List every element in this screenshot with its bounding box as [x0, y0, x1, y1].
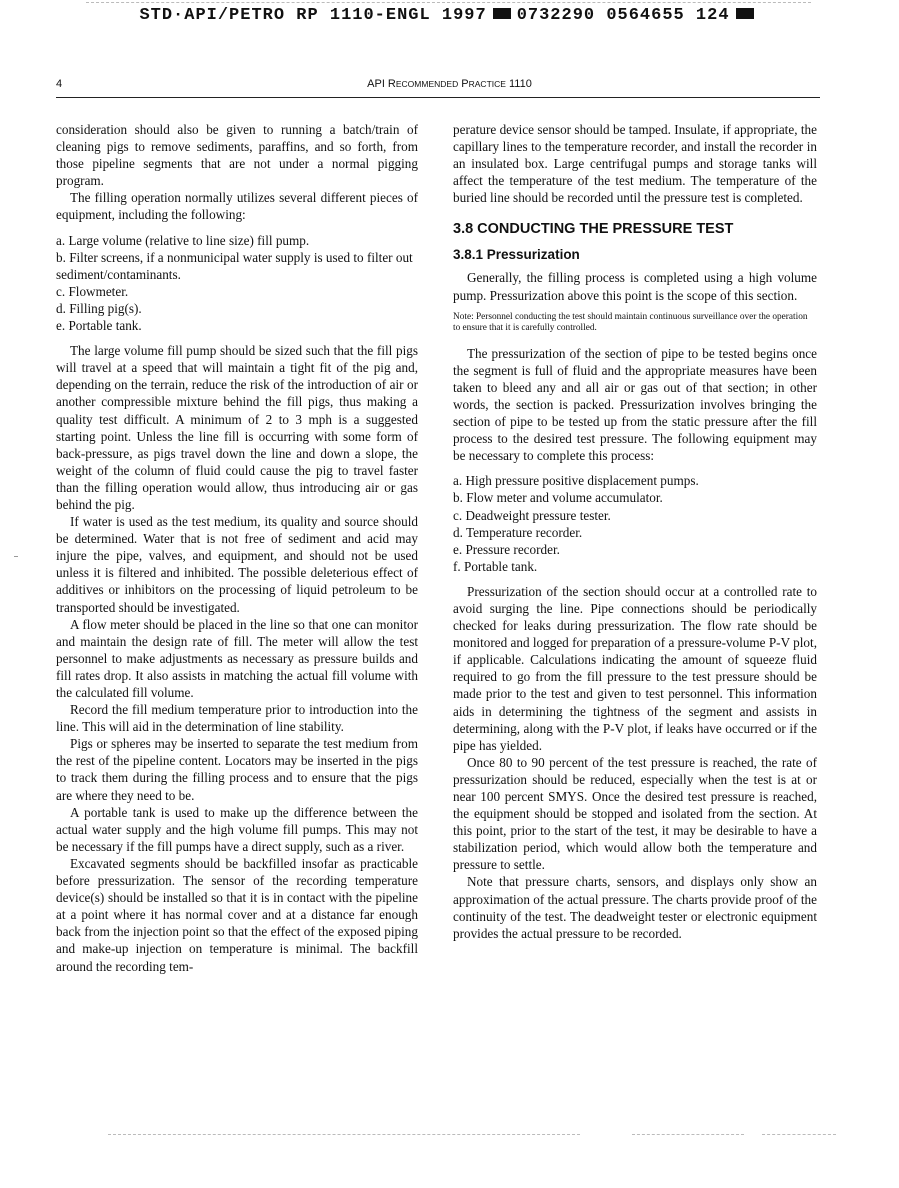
- paragraph: consideration should also be given to running a batch/train of cleaning pigs to remove sediments, paraffins, and so forth, from those pipeline segments that are not under a normal pigging program.: [56, 122, 418, 189]
- paragraph: The large volume fill pump should be sized such that the fill pigs will travel at a speed that will maintain a tight fit of the pig and, depending on the terrain, reduce the risk of the introduction of air or another compressible mixture behind the fill pigs, thus making a quality test difficult. A minimum of 2 to 3 mph is a suggested starting point. Unless the line fill is occurring with some form of back-pressure, as pigs travel down the line and down a slope, the weight of the column of fluid could cause the pig to travel faster than the filling operation would allow, thus introducing air or gas behind the pig.: [56, 343, 418, 512]
- document-serial: 0732290 0564655 124: [516, 6, 730, 25]
- section-heading: 3.8 CONDUCTING THE PRESSURE TEST: [453, 221, 734, 238]
- paragraph: Pigs or spheres may be inserted to separate the test medium from the rest of the pipeline content. Locators may be inserted in the pigs to track them during the filling process and to ensure that the pigs are where they need to be.: [56, 736, 418, 803]
- paragraph: Excavated segments should be backfilled insofar as practicable before pressurization. The sensor of the recording temperature device(s) should be installed so that it is in contact with the pipeline at a point where it has normal cover and at a distance far enough back from the injection point so that the effect of the exposed piping and make-up injection on temperature is minimal. The backfill around the recording tem-: [56, 855, 418, 974]
- list-item: b. Filter screens, if a nonmunicipal water supply is used to filter out sediment/contaminants.: [56, 249, 413, 282]
- paragraph: Once 80 to 90 percent of the test pressure is reached, the rate of pressurization should be reduced, especially when the test is at or near 100 percent SMYS. Once the desired test pressure is reached, the equipment should be stopped and isolated from the section. At this point, prior to the start of the test, it may be desirable to have a stabilization period, which would allow both the temperature and pressure to settle.: [453, 754, 817, 873]
- paragraph: The pressurization of the section of pipe to be tested begins once the segment is full of fluid and the appropriate measures have been taken to bleed any and all air or gas out of that section; in other words, the section is packed. Pressurization involves bringing the section of pipe to be tested up from the static pressure after the fill process to the desired test pressure. The following equipment may be necessary to complete this process:: [453, 345, 817, 464]
- note: Note: Personnel conducting the test should maintain continuous surveillance over the operation to ensure that it is carefully controlled.: [453, 311, 808, 334]
- paragraph: Generally, the filling process is completed using a high volume pump. Pressurization above this point is the scope of this section.: [453, 270, 817, 303]
- black-block-icon: [493, 8, 511, 19]
- list-item: c. Flowmeter.: [56, 283, 129, 299]
- paragraph: Pressurization of the section should occur at a controlled rate to avoid surging the line. Pipe connections should be periodically checked for leaks during pressurization. The flow rate should be monitored and logged for preparation of a pressure-volume P-V plot, if applicable. Calculations indicating the amount of squeeze fluid required to go from the fill pressure to the test pressure should be made prior to the test and given to test personnel. This information aids in determining the tightness of the segment and assists in determining, along with the P-V plot, if leaks have occurred or if the pipe has yielded.: [453, 583, 817, 753]
- black-block-icon: [736, 8, 754, 19]
- paragraph: perature device sensor should be tamped. Insulate, if appropriate, the capillary lines to the temperature recorder, and install the recorder in an insulated box. Large centrifugal pumps and storage tanks will affect the temperature of the test medium. The temperature of the buried line should be recorded until the pressure test is completed.: [453, 122, 817, 206]
- left-column: [56, 121, 418, 975]
- page-number: 4: [56, 78, 63, 90]
- scan-artifact: [14, 556, 18, 557]
- bottom-scan-line: [108, 1134, 580, 1135]
- paragraph: The filling operation normally utilizes several different pieces of equipment, including the following:: [56, 190, 418, 223]
- paragraph: A portable tank is used to make up the difference between the actual water supply and the high volume fill pumps. This may not be necessary if the fill pumps have a direct supply, such as a river.: [56, 804, 418, 854]
- list-item: c. Deadweight pressure tester.: [453, 507, 611, 523]
- paragraph: If water is used as the test medium, its quality and source should be determined. Water that is not free of sediment and acid may injure the pipe, valves, and equipment, and should not be used unless it is filtered and inhibited. The possible deleterious effect of additives or inhibitors on the processing of liquid petroleum to be transported should be investigated.: [56, 514, 418, 615]
- paragraph: Record the fill medium temperature prior to introduction into the line. This will aid in the determination of line stability.: [56, 702, 418, 735]
- equipment-list: [56, 232, 418, 335]
- list-item: d. Filling pig(s).: [56, 300, 142, 316]
- right-column: [453, 121, 817, 942]
- bottom-scan-line: [632, 1134, 744, 1135]
- paragraph: Note that pressure charts, sensors, and displays only show an approximation of the actual pressure. The charts provide proof of the continuity of the test. The deadweight tester or electronic equipment provides the actual pressure to be recorded.: [453, 874, 817, 941]
- list-item: d. Temperature recorder.: [453, 524, 583, 540]
- bottom-scan-line: [762, 1134, 836, 1135]
- list-item: a. Large volume (relative to line size) fill pump.: [56, 232, 310, 248]
- subsection-heading: 3.8.1 Pressurization: [453, 247, 580, 263]
- document-identifier-line: [0, 6, 899, 25]
- list-item: a. High pressure positive displacement pumps.: [453, 473, 699, 489]
- list-item: e. Pressure recorder.: [453, 541, 560, 557]
- running-title: API RECOMMENDED PRACTICE 1110: [367, 78, 532, 90]
- list-item: b. Flow meter and volume accumulator.: [453, 490, 663, 506]
- header-rule: [56, 97, 820, 98]
- paragraph: A flow meter should be placed in the line so that one can monitor and maintain the design rate of fill. The meter will allow the test personnel to make adjustments as necessary as pressure builds and fill rates drop. It also assists in matching the actual fill volume with the calculated fill volume.: [56, 616, 418, 700]
- document-identifier: STD·API/PETRO RP 1110-ENGL 1997: [139, 6, 487, 25]
- list-item: f. Portable tank.: [453, 558, 538, 574]
- list-item: e. Portable tank.: [56, 318, 142, 334]
- top-scan-line: [86, 2, 811, 3]
- equipment-list: [453, 472, 817, 575]
